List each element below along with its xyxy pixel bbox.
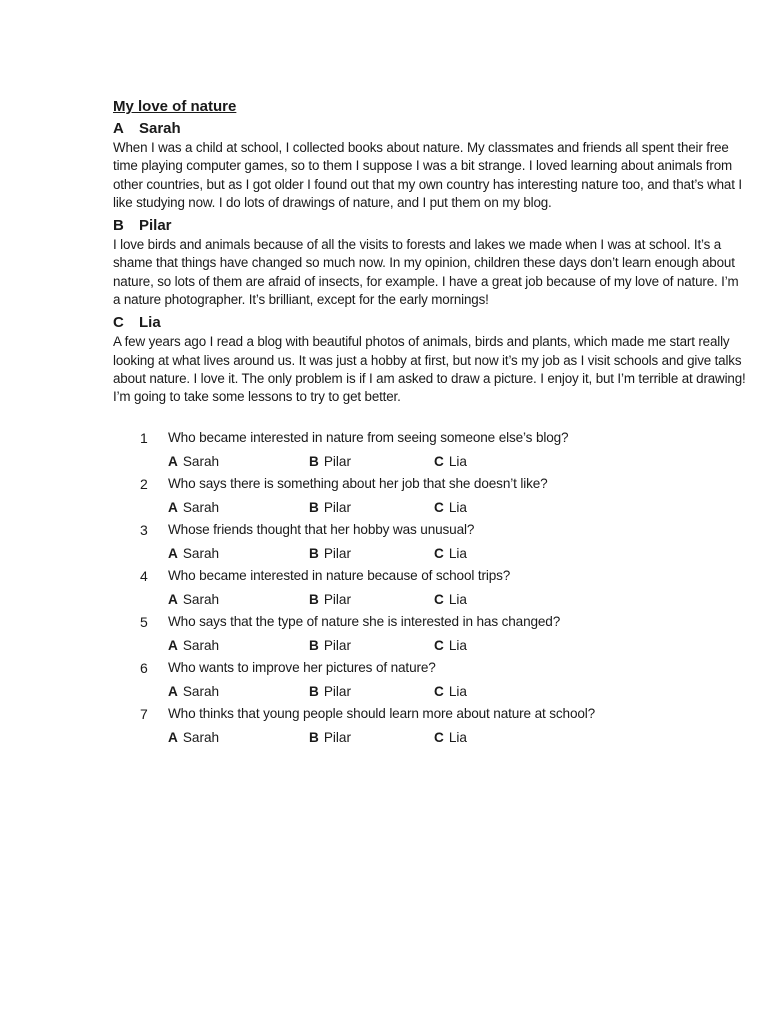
- question-text: Whose friends thought that her hobby was unusual?: [168, 522, 475, 537]
- section-letter: A: [113, 120, 124, 137]
- section-name: Pilar: [139, 217, 172, 235]
- question-item: [140, 474, 740, 520]
- option-name: Lia: [448, 546, 467, 561]
- option-b[interactable]: [309, 638, 351, 653]
- option-c[interactable]: [434, 592, 467, 607]
- option-letter: C: [434, 684, 444, 699]
- question-list: [140, 428, 740, 750]
- option-b[interactable]: [309, 730, 351, 745]
- option-letter: A: [168, 500, 178, 515]
- option-b[interactable]: [309, 684, 351, 699]
- option-letter: C: [434, 546, 444, 561]
- option-a[interactable]: [168, 684, 219, 699]
- option-name: Sarah: [182, 638, 220, 653]
- question-item: [140, 658, 740, 704]
- question-number: 7: [140, 706, 148, 722]
- option-a[interactable]: [168, 730, 219, 745]
- option-letter: C: [434, 730, 444, 745]
- option-name: Sarah: [182, 454, 220, 469]
- option-name: Sarah: [182, 730, 220, 745]
- section-heading-lia: [113, 313, 749, 333]
- option-name: Pilar: [323, 454, 352, 469]
- option-letter: C: [434, 638, 444, 653]
- question-text: Who wants to improve her pictures of nature?: [168, 660, 436, 675]
- section-heading-pilar: [113, 216, 749, 236]
- option-c[interactable]: [434, 684, 467, 699]
- option-letter: B: [309, 730, 319, 745]
- page-title: My love of nature: [113, 98, 237, 115]
- question-text: Who became interested in nature because of school trips?: [168, 568, 511, 583]
- option-a[interactable]: [168, 592, 219, 607]
- option-name: Sarah: [182, 684, 220, 699]
- option-b[interactable]: [309, 546, 351, 561]
- option-a[interactable]: [168, 500, 219, 515]
- question-item: [140, 566, 740, 612]
- reading-passage: [113, 97, 749, 411]
- section-letter: C: [113, 314, 124, 332]
- option-letter: A: [168, 454, 178, 469]
- section-text-lia: A few years ago I read a blog with beautiful photos of animals, birds and plants, which made me start really looking at what lives around us. It was just a hobby at first, but now it’s my job as I visit schools and give talks about nature. I love it. The only problem is if I am asked to draw a picture. I enjoy it, but I’m terrible at drawing! I’m going to take some lessons to try to get better.: [113, 334, 746, 405]
- question-number: 5: [140, 614, 148, 630]
- option-name: Lia: [448, 730, 467, 745]
- section-text-pilar: I love birds and animals because of all the visits to forests and lakes we made when I was at school. It’s a shame that things have changed so much now. In my opinion, children these days don’t learn enough about nature, so lots of them are afraid of insects, for example. I have a great job because of my love of nature. I’m a nature photographer. It’s brilliant, except for the early mornings!: [113, 237, 739, 308]
- option-b[interactable]: [309, 454, 351, 469]
- question-item: [140, 428, 740, 474]
- option-name: Pilar: [323, 592, 352, 607]
- option-b[interactable]: [309, 592, 351, 607]
- option-name: Sarah: [182, 592, 220, 607]
- option-c[interactable]: [434, 454, 467, 469]
- option-letter: B: [309, 638, 319, 653]
- option-letter: A: [168, 546, 178, 561]
- question-text: Who became interested in nature from seeing someone else’s blog?: [168, 430, 569, 445]
- option-letter: A: [168, 730, 178, 745]
- question-text: Who says there is something about her job that she doesn’t like?: [168, 476, 548, 491]
- option-name: Lia: [448, 684, 467, 699]
- option-name: Sarah: [182, 500, 220, 515]
- option-letter: C: [434, 500, 444, 515]
- question-text: Who thinks that young people should learn more about nature at school?: [168, 706, 596, 721]
- question-item: [140, 704, 740, 750]
- option-name: Pilar: [323, 500, 352, 515]
- option-c[interactable]: [434, 638, 467, 653]
- option-name: Lia: [448, 500, 467, 515]
- section-letter: B: [113, 217, 124, 235]
- option-name: Sarah: [182, 546, 220, 561]
- option-name: Lia: [448, 638, 467, 653]
- option-c[interactable]: [434, 546, 467, 561]
- option-letter: B: [309, 684, 319, 699]
- option-letter: B: [309, 546, 319, 561]
- option-name: Pilar: [323, 730, 352, 745]
- question-number: 3: [140, 522, 148, 538]
- question-number: 4: [140, 568, 148, 584]
- option-c[interactable]: [434, 730, 467, 745]
- section-name: Sarah: [139, 120, 181, 137]
- option-letter: B: [309, 500, 319, 515]
- option-name: Pilar: [323, 684, 352, 699]
- option-a[interactable]: [168, 546, 219, 561]
- question-number: 1: [140, 430, 148, 446]
- option-a[interactable]: [168, 638, 219, 653]
- question-item: [140, 612, 740, 658]
- question-item: [140, 520, 740, 566]
- option-a[interactable]: [168, 454, 219, 469]
- section-heading-sarah: [113, 119, 749, 139]
- option-letter: A: [168, 684, 178, 699]
- option-name: Lia: [448, 454, 467, 469]
- section-text-sarah: When I was a child at school, I collected books about nature. My classmates and friends all spent their free time playing computer games, so to them I suppose I was a bit strange. I loved learning about animals from other countries, but as I got older I found out that my own country has interesting nature too, and that’s what I like studying now. I do lots of drawings of nature, and I put them on my blog.: [113, 140, 742, 210]
- option-b[interactable]: [309, 500, 351, 515]
- option-letter: C: [434, 454, 444, 469]
- option-name: Lia: [448, 592, 467, 607]
- question-text: Who says that the type of nature she is interested in has changed?: [168, 614, 561, 629]
- option-letter: B: [309, 592, 319, 607]
- option-letter: A: [168, 592, 178, 607]
- question-number: 6: [140, 660, 148, 676]
- option-letter: C: [434, 592, 444, 607]
- section-name: Lia: [139, 314, 161, 332]
- option-letter: A: [168, 638, 178, 653]
- option-name: Pilar: [323, 638, 352, 653]
- question-number: 2: [140, 476, 148, 492]
- option-letter: B: [309, 454, 319, 469]
- option-c[interactable]: [434, 500, 467, 515]
- option-name: Pilar: [323, 546, 352, 561]
